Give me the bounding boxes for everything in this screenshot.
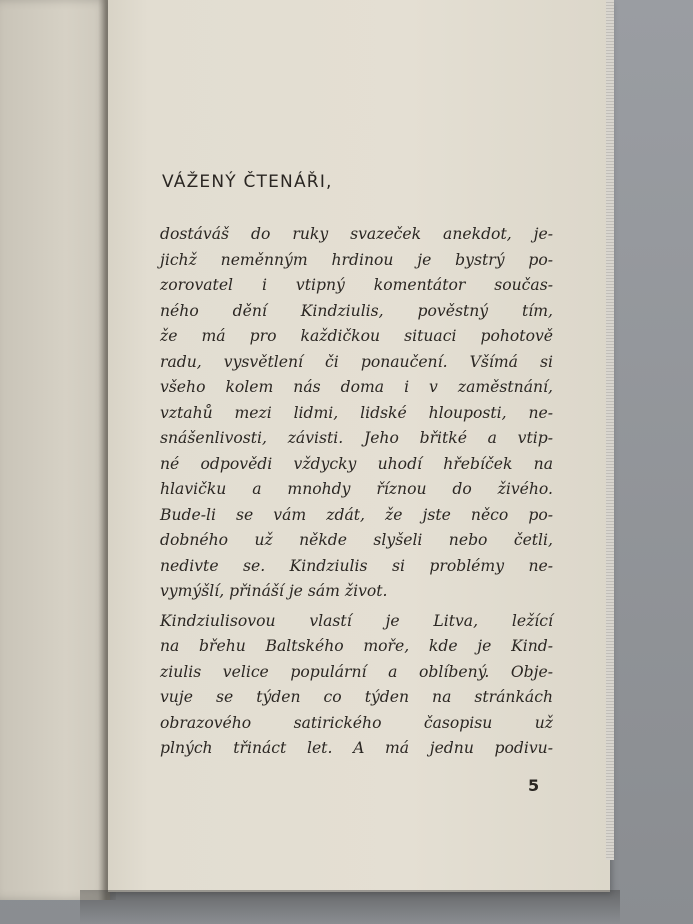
text-line: dostáváš do ruky svazeček anekdot, je- xyxy=(160,225,553,243)
text-line: nedivte se. Kindziulis si problémy ne- xyxy=(160,556,553,575)
text-line: zorovatel i vtipný komentátor součas- xyxy=(160,276,553,294)
page-heading: VÁŽENÝ ČTENÁŘI, xyxy=(162,172,333,192)
text-line: že má pro každičkou situaci pohotově xyxy=(160,327,553,345)
text-line: radu, vysvětlení či ponaučení. Všímá si xyxy=(160,352,553,371)
text-line: vztahů mezi lidmi, lidské hlouposti, ne- xyxy=(160,403,553,422)
previous-page-edge xyxy=(0,0,110,900)
text-line: Kindziulisovou vlastí je Litva, ležící xyxy=(160,611,553,630)
paragraph-2 xyxy=(160,609,553,762)
text-line: dobného už někde slyšeli nebo četli, xyxy=(160,531,553,549)
text-line: ziulis velice populární a oblíbený. Obje- xyxy=(160,662,553,681)
text-line: obrazového satirického časopisu už xyxy=(160,713,553,732)
text-line: ného dění Kindziulis, pověstný tím, xyxy=(160,301,553,320)
text-line: vuje se týden co týden na stránkách xyxy=(160,688,553,706)
text-line: né odpovědi vždycky uhodí hřebíček na xyxy=(160,454,553,473)
text-line: vymýšlí, přináší je sám život. xyxy=(160,582,388,600)
text-line: Bude-li se vám zdát, že jste něco po- xyxy=(160,505,553,524)
text-line: hlavičku a mnohdy říznou do živého. xyxy=(160,480,553,498)
page-stack-edge xyxy=(606,0,614,860)
text-line: snášenlivosti, závisti. Jeho břitké a vtip- xyxy=(160,429,553,447)
paragraph-1 xyxy=(160,222,553,605)
book-shadow xyxy=(80,890,620,924)
body-text xyxy=(160,222,553,762)
page-number: 5 xyxy=(528,776,540,795)
text-line: všeho kolem nás doma i v zaměstnání, xyxy=(160,378,553,396)
text-line: plných třináct let. A má jednu podivu- xyxy=(160,739,553,757)
text-line: na břehu Baltského moře, kde je Kind- xyxy=(160,637,553,655)
text-line: jichž neměnným hrdinou je bystrý po- xyxy=(160,250,553,269)
